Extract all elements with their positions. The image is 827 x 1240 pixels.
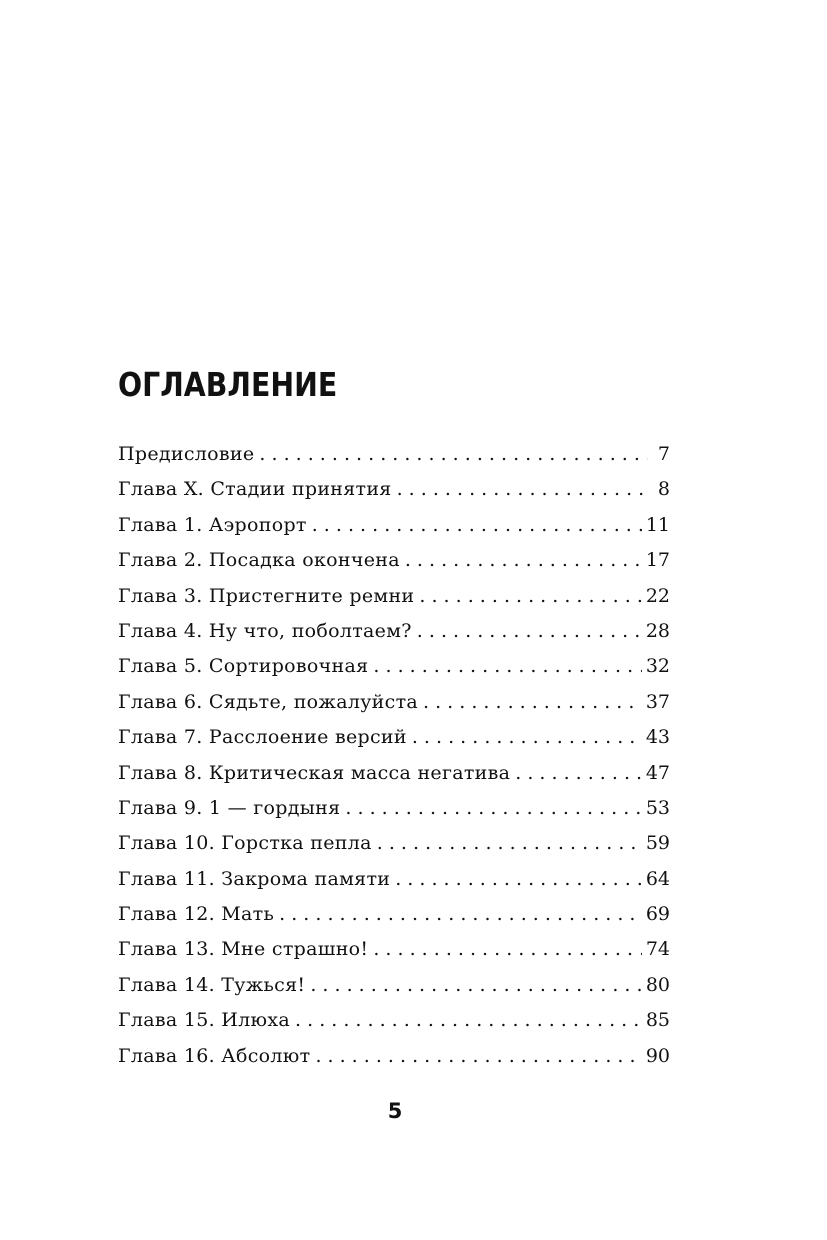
dot-leader	[515, 756, 642, 791]
toc-entry-title: Глава 12. Мать	[118, 903, 275, 926]
toc-entry-title: Глава X. Стадии принятия	[118, 478, 392, 501]
toc-entry-title: Глава 15. Илюха	[118, 1009, 291, 1032]
dot-leader	[310, 968, 641, 1003]
toc-entry	[118, 1003, 670, 1038]
dot-leader	[345, 791, 641, 826]
toc-entry-title: Глава 10. Горстка пепла	[118, 832, 372, 855]
toc-entry-page: 53	[645, 796, 670, 819]
toc-entry-title: Глава 1. Аэропорт	[118, 513, 307, 536]
toc-entry-title: Глава 4. Ну что, поболтаем?	[118, 619, 412, 642]
toc-entry-page: 90	[645, 1044, 670, 1067]
dot-leader	[395, 862, 642, 897]
dot-leader	[419, 579, 641, 614]
toc-entry	[118, 437, 670, 472]
toc-entry	[118, 543, 670, 578]
toc-entry	[118, 862, 670, 897]
toc-entry-page: 85	[645, 1009, 670, 1032]
toc-entry-title: Глава 11. Закрома памяти	[118, 867, 391, 890]
toc-entry	[118, 756, 670, 791]
dot-leader	[373, 649, 641, 684]
dot-leader	[312, 508, 642, 543]
toc-entry-page: 64	[645, 867, 670, 890]
toc-entry-page: 17	[645, 549, 670, 572]
toc-entry-page: 43	[645, 726, 670, 749]
toc-entry-title: Предисловие	[118, 443, 255, 465]
toc-entry-title: Глава 7. Расслоение версий	[118, 726, 407, 749]
toc-entry-title: Глава 8. Критическая масса негатива	[118, 761, 511, 784]
toc-entry-page: 74	[645, 938, 670, 961]
toc-entry	[118, 685, 670, 720]
toc-entry	[118, 897, 670, 932]
toc-entry-page: 7	[657, 443, 670, 465]
dot-leader	[397, 472, 648, 507]
toc-entry-page: 11	[645, 513, 670, 536]
toc-entry	[118, 826, 670, 861]
toc-entry	[118, 508, 670, 543]
toc-entry-title: Глава 5. Сортировочная	[118, 655, 369, 678]
toc-entry-page: 8	[657, 478, 670, 501]
dot-leader	[279, 897, 642, 932]
dot-leader	[417, 614, 642, 649]
dot-leader	[259, 437, 648, 472]
toc-entry-title: Глава 9. 1 — гордыня	[118, 796, 341, 819]
toc-entry-page: 80	[645, 973, 670, 996]
toc-entry	[118, 472, 670, 507]
toc-entry-page: 28	[645, 619, 670, 642]
toc-entry-title: Глава 6. Сядьте, пожалуйста	[118, 690, 419, 713]
toc-entry-page: 32	[645, 655, 670, 678]
dot-leader	[373, 932, 641, 967]
toc-entry-page: 22	[645, 584, 670, 607]
page-number: 5	[387, 1099, 403, 1123]
toc-entry	[118, 1039, 670, 1074]
dot-leader	[412, 720, 642, 755]
dot-leader	[295, 1003, 642, 1038]
toc-entry-title: Глава 16. Абсолют	[118, 1044, 311, 1067]
toc-entry-title: Глава 2. Посадка окончена	[118, 549, 400, 572]
toc-entry	[118, 614, 670, 649]
toc-entry-title: Глава 14. Тужься!	[118, 973, 306, 996]
toc-entry-page: 59	[645, 832, 670, 855]
toc-entry-page: 69	[645, 903, 670, 926]
toc-entry	[118, 649, 670, 684]
toc-entry-page: 37	[645, 690, 670, 713]
dot-leader	[423, 685, 642, 720]
toc-entry	[118, 579, 670, 614]
toc-entry	[118, 720, 670, 755]
toc-entry-title: Глава 13. Мне страшно!	[118, 938, 369, 961]
dot-leader	[315, 1039, 641, 1074]
toc-entry	[118, 932, 670, 967]
toc-heading: ОГЛАВЛЕНИЕ	[118, 365, 338, 404]
toc-entry-page: 47	[645, 761, 670, 784]
dot-leader	[377, 826, 642, 861]
dot-leader	[405, 543, 642, 578]
toc-entry-title: Глава 3. Пристегните ремни	[118, 584, 415, 607]
toc-entry	[118, 791, 670, 826]
toc-list	[118, 437, 670, 1074]
toc-entry	[118, 968, 670, 1003]
